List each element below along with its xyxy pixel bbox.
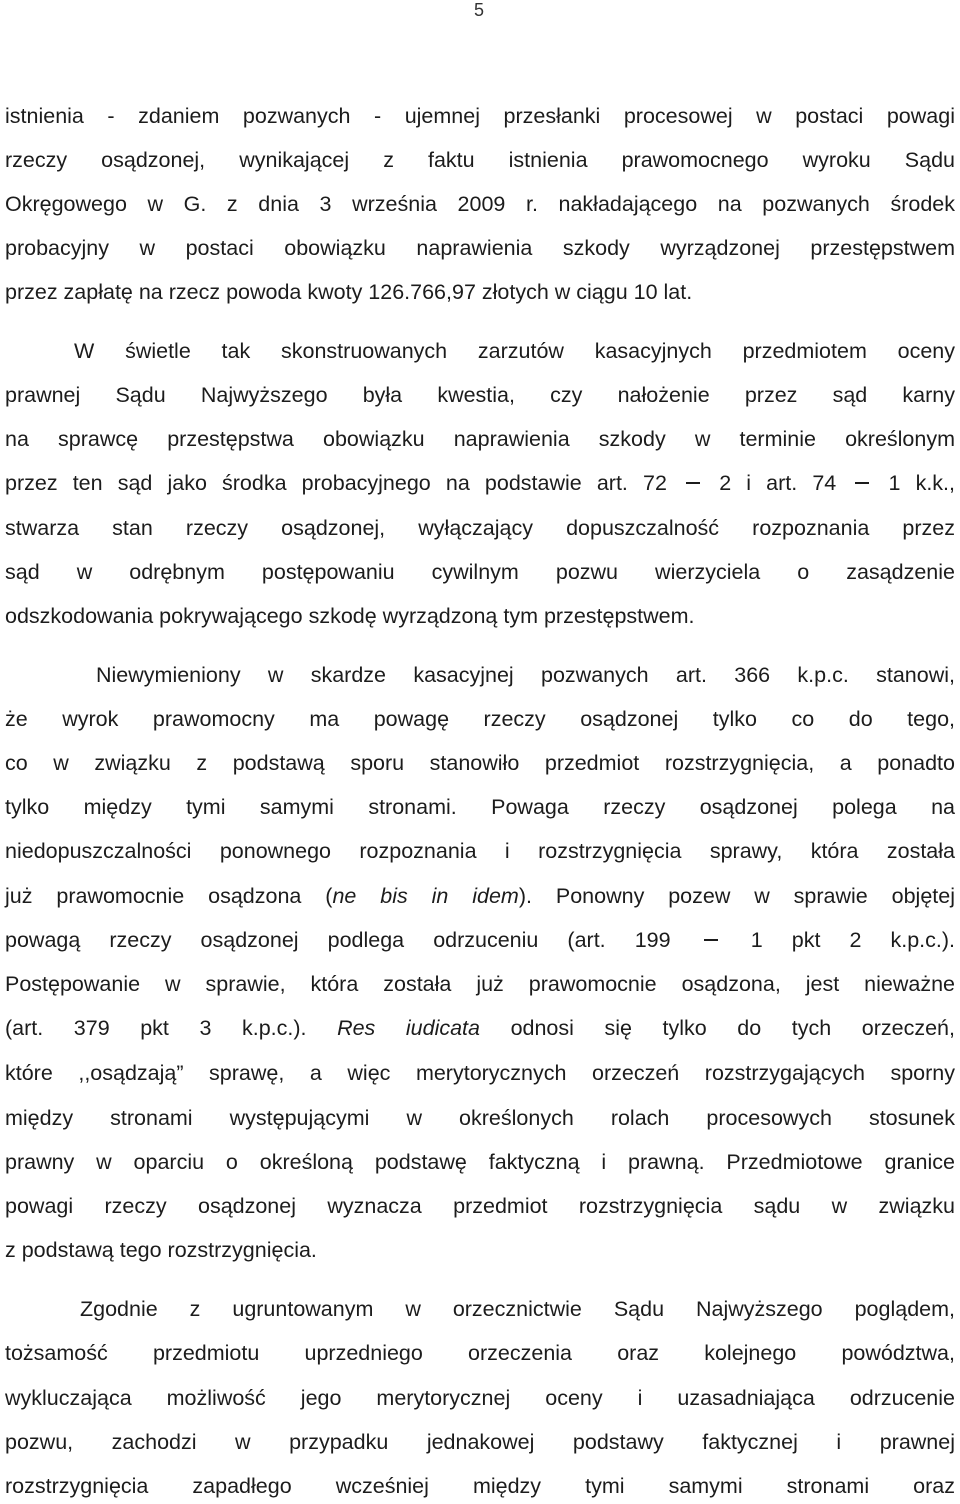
page-number: 5: [474, 0, 485, 20]
text-line: wykluczająca możliwość jego merytorycznej oceny i uzasadniająca odrzucenie: [5, 1386, 955, 1410]
text-line: Zgodnie z ugruntowanym w orzecznictwie Sądu Najwyższego poglądem,: [80, 1297, 955, 1321]
text-line: rzeczy osądzonej, wynikającej z faktu istnienia prawomocnego wyroku Sądu: [5, 148, 955, 172]
text-line: rozstrzygnięcia zapadłego wcześniej między tymi samymi stronami oraz: [5, 1474, 955, 1498]
text-line: tożsamość przedmiotu uprzedniego orzeczenia oraz kolejnego powództwa,: [5, 1341, 955, 1365]
text-segment: odnosi się tylko do tych orzeczeń,: [510, 1016, 955, 1040]
text-line: przez zapłatę na rzecz powoda kwoty 126.766,97 złotych w ciągu 10 lat.: [5, 280, 693, 304]
text-line: między stronami występującymi w określonych rolach procesowych stosunek: [5, 1106, 955, 1130]
text-line: tylko między tymi samymi stronami. Powaga rzeczy osądzonej polega na: [5, 795, 955, 819]
text-line: probacyjny w postaci obowiązku naprawienia szkody wyrządzonej przestępstwem: [5, 236, 955, 260]
text-line: że wyrok prawomocny ma powagę rzeczy osądzonej tylko co do tego,: [5, 707, 955, 731]
text-segment: ). Ponowny pozew w sprawie objętej: [518, 884, 955, 908]
text-line: co w związku z podstawą sporu stanowiło przedmiot rozstrzygnięcia, a ponadto: [5, 751, 955, 775]
text-segment: przez ten sąd jako środka probacyjnego na podstawie art. 72: [5, 471, 667, 495]
text-line: [5, 1015, 955, 1041]
text-line: pozwu, zachodzi w przypadku jednakowej podstawy faktycznej i prawnej: [5, 1430, 955, 1454]
text-line: [5, 927, 955, 953]
text-line: odszkodowania pokrywającego szkodę wyrządzoną tym przestępstwem.: [5, 604, 695, 628]
text-segment: 1 k.k.,: [888, 471, 955, 495]
latin-phrase: Res iudicata: [337, 1016, 480, 1040]
text-segment: (art. 379 pkt 3 k.p.c.).: [5, 1016, 307, 1040]
latin-phrase: ne bis in idem: [332, 884, 519, 908]
text-line: Niewymieniony w skardze kasacyjnej pozwanych art. 366 k.p.c. stanowi,: [96, 663, 955, 687]
text-line: [5, 883, 955, 909]
text-line: z podstawą tego rozstrzygnięcia.: [5, 1238, 317, 1262]
text-line: powagi rzeczy osądzonej wyznacza przedmiot rozstrzygnięcia sądu w związku: [5, 1194, 955, 1218]
text-segment: powagą rzeczy osądzonej podlega odrzuceniu (art. 199: [5, 928, 671, 952]
text-segment: 1 pkt 2 k.p.c.).: [750, 928, 955, 952]
text-line: sąd w odrębnym postępowaniu cywilnym pozwu wierzyciela o zasądzenie: [5, 560, 955, 584]
text-line: prawny w oparciu o określoną podstawę faktyczną i prawną. Przedmiotowe granice: [5, 1150, 955, 1174]
text-line: prawnej Sądu Najwyższego była kwestia, czy nałożenie przez sąd karny: [5, 383, 955, 407]
text-line: istnienia - zdaniem pozwanych - ujemnej przesłanki procesowej w postaci powagi: [5, 104, 955, 128]
text-line: [5, 470, 955, 496]
text-segment: 2 i art. 74: [719, 471, 837, 495]
text-line: W świetle tak skonstruowanych zarzutów kasacyjnych przedmiotem oceny: [74, 339, 955, 363]
text-line: Okręgowego w G. z dnia 3 września 2009 r. nakładającego na pozwanych środek: [5, 192, 955, 216]
text-line: stwarza stan rzeczy osądzonej, wyłączający dopuszczalność rozpoznania przez: [5, 516, 955, 540]
text-line: Postępowanie w sprawie, która została już prawomocnie osądzona, jest nieważne: [5, 972, 955, 996]
text-line: które ,,osądzają” sprawę, a więc merytorycznych orzeczeń rozstrzygających sporny: [5, 1061, 955, 1085]
text-segment: już prawomocnie osądzona (: [5, 884, 333, 908]
text-line: na sprawcę przestępstwa obowiązku naprawienia szkody w terminie określonym: [5, 427, 955, 451]
text-line: niedopuszczalności ponownego rozpoznania i rozstrzygnięcia sprawy, która została: [5, 839, 955, 863]
